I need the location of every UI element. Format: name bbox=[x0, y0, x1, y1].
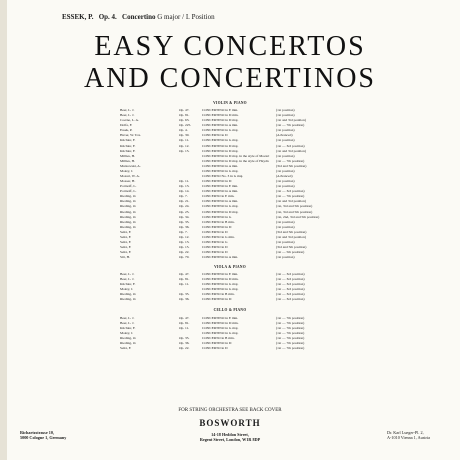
catalog-opus: Op. 7. bbox=[179, 194, 188, 199]
catalog-composer: Küchler, F. bbox=[120, 282, 136, 287]
catalog-position: (1st position) bbox=[276, 113, 295, 118]
catalog-position: (1st — 3rd position) bbox=[276, 277, 305, 282]
header-composer: ESSEK, P. bbox=[62, 13, 94, 21]
catalog-opus: Op. 14. bbox=[179, 189, 190, 194]
catalog-work: CONCERTO in B min. bbox=[202, 219, 235, 224]
catalog-row bbox=[120, 297, 370, 302]
catalog-composer: Mosser, H. bbox=[120, 179, 136, 184]
catalog-position: (1st — 3rd position) bbox=[276, 287, 305, 292]
catalog-position: (1st — 7th position) bbox=[276, 194, 305, 199]
catalog-composer: Rieding, O. bbox=[120, 341, 137, 346]
publisher-name: BOSWORTH bbox=[199, 418, 261, 428]
violin-catalog-list bbox=[120, 108, 370, 260]
catalog-work: CONCERTINO in D bbox=[202, 224, 232, 229]
catalog-opus: Op. 7. bbox=[179, 229, 188, 234]
catalog-composer: Mokry, J. bbox=[120, 168, 134, 173]
catalog-composer: Seitz, F. bbox=[120, 245, 132, 250]
catalog-composer: Beer, L. J. bbox=[120, 113, 135, 118]
catalog-composer: Rieding, O. bbox=[120, 194, 137, 199]
catalog-work: CONCERTINO in D maj. bbox=[202, 143, 239, 148]
catalog-composer: Sitt, H. bbox=[120, 255, 131, 260]
catalog-position: (1st position) bbox=[276, 184, 295, 189]
catalog-work: CONCERTINO in D bbox=[202, 297, 232, 302]
catalog-opus: Op. 25. bbox=[179, 209, 190, 214]
catalog-position: (1st and 3rd position) bbox=[276, 199, 307, 204]
catalog-work: CONCERTINO in A min. bbox=[202, 123, 239, 128]
catalog-composer: Rieding, O. bbox=[120, 214, 137, 219]
catalog-work: CONCERTINO in A min. bbox=[202, 255, 239, 260]
catalog-position: (1st — 7th position) bbox=[276, 331, 305, 336]
catalog-work: CONCERTO in G bbox=[202, 240, 228, 245]
catalog-position: (1st — 3rd position) bbox=[276, 143, 305, 148]
catalog-opus: Op. 81. bbox=[179, 277, 190, 282]
catalog-position: (1st and 3rd position) bbox=[276, 148, 307, 153]
catalog-opus: Op. 12. bbox=[179, 234, 190, 239]
catalog-composer: Beer, L. J. bbox=[120, 277, 135, 282]
section-heading-viola: VIOLA & PIANO bbox=[214, 265, 246, 269]
catalog-position: (1st position) bbox=[276, 219, 295, 224]
catalog-composer: Beer, L. J. bbox=[120, 321, 135, 326]
catalog-work: CONCERTINO in D maj. bbox=[202, 209, 239, 214]
catalog-composer: Beer, L. J. bbox=[120, 108, 135, 112]
section-heading-cello: CELLO & PIANO bbox=[213, 308, 247, 312]
catalog-work: CONCERTO in D bbox=[202, 245, 228, 250]
catalog-work: CONCERTINO in E min. bbox=[202, 108, 239, 112]
catalog-work: CONCERTINO in G bbox=[202, 214, 232, 219]
catalog-composer: Rieding, O. bbox=[120, 204, 137, 209]
catalog-composer: Rieding, O. bbox=[120, 292, 137, 297]
catalog-position: (1st — 7th position) bbox=[276, 326, 305, 331]
catalog-position: (1st position) bbox=[276, 128, 295, 133]
catalog-work: CONCERTINO in E min. bbox=[202, 316, 239, 320]
catalog-position: (1st — 7th position) bbox=[276, 158, 305, 163]
address-london-line2: Regent Street, London, W1R 8DP bbox=[199, 437, 261, 442]
catalog-opus: Op. 47. bbox=[179, 316, 190, 320]
catalog-opus: Op. 35. bbox=[179, 219, 190, 224]
catalog-work: CONCERTO in D bbox=[202, 346, 228, 351]
address-cologne-line1: Richartzstrasse 10, bbox=[20, 430, 54, 435]
catalog-opus: Op. 47. bbox=[179, 108, 190, 112]
catalog-composer: Küchler, F. bbox=[120, 148, 136, 153]
catalog-opus: Op. 36. bbox=[179, 297, 190, 302]
catalog-composer: Rieding, O. bbox=[120, 224, 137, 229]
catalog-position: (1st — 5th position) bbox=[276, 250, 305, 255]
catalog-work: CONCERTINO in G maj. bbox=[202, 204, 239, 209]
catalog-composer: Portnoff, L. bbox=[120, 184, 137, 189]
catalog-position: (1st position) bbox=[276, 179, 295, 184]
catalog-position: (1st — 3rd position) bbox=[276, 189, 305, 194]
catalog-opus: Op. 21. bbox=[179, 199, 190, 204]
catalog-position: (1st — 3rd position) bbox=[276, 297, 305, 302]
catalog-position: (1st — 3rd position) bbox=[276, 292, 305, 297]
catalog-opus: Op. 22. bbox=[179, 250, 190, 255]
catalog-composer: Haver, W. Tox. bbox=[120, 133, 142, 138]
address-vienna-line1: Dr. Karl Lueger-Pl. 2, bbox=[387, 430, 424, 435]
catalog-position: (1st and 3rd position) bbox=[276, 118, 307, 123]
catalog-opus: Op. 22. bbox=[179, 346, 190, 351]
catalog-position: (1st — 3rd position) bbox=[276, 282, 305, 287]
catalog-work: CONCERTINO in D maj. bbox=[202, 118, 239, 123]
catalog-opus: Op. 11. bbox=[179, 326, 190, 331]
catalog-work: CONCERTO No. 3 in G maj. bbox=[202, 174, 244, 179]
catalog-opus: Op. 13. bbox=[179, 240, 190, 245]
catalog-work: CONCERTINO in A min. bbox=[202, 199, 239, 204]
catalog-position: (3rd and 5th position) bbox=[276, 163, 307, 168]
catalog-composer: Coerne, L. A. bbox=[120, 118, 139, 123]
catalog-composer: Seitz, F. bbox=[120, 229, 132, 234]
catalog-work: CONCERTINO in D bbox=[202, 179, 232, 184]
catalog-work: CONCERTINO in D bbox=[202, 341, 232, 346]
catalog-work: CONCERTO in D bbox=[202, 133, 228, 138]
catalog-opus: Op. 11. bbox=[179, 179, 190, 184]
catalog-work: CONCERTINO in D min. bbox=[202, 113, 239, 118]
catalog-opus: Op. 35. bbox=[179, 292, 190, 297]
work-header bbox=[62, 13, 215, 21]
orchestra-note: FOR STRING ORCHESTRA SEE BACK COVER bbox=[178, 408, 282, 413]
catalog-opus: Op. 12. bbox=[179, 143, 190, 148]
catalog-position: (1st position) bbox=[276, 153, 295, 158]
catalog-opus: Op. 11. bbox=[179, 282, 190, 287]
catalog-opus: Op. 225. bbox=[179, 123, 192, 128]
catalog-opus: Op. 35. bbox=[179, 336, 190, 341]
catalog-composer: Portnoff, L. bbox=[120, 189, 137, 194]
catalog-composer: Seitz, F. bbox=[120, 346, 132, 351]
catalog-composer: Seitz, F. bbox=[120, 234, 132, 239]
catalog-work: CONCERTO in D bbox=[202, 250, 228, 255]
catalog-position: (1st position) bbox=[276, 224, 295, 229]
catalog-composer: Mokry, J. bbox=[120, 331, 134, 336]
catalog-work: CONCERTO in D bbox=[202, 229, 228, 234]
address-vienna-line2: A-1010 Vienna 1, Austria bbox=[387, 435, 430, 440]
catalog-position: (1st — 3rd position) bbox=[276, 272, 305, 276]
catalog-composer: Rieding, O. bbox=[120, 297, 137, 302]
catalog-position: (1st position) bbox=[276, 240, 295, 245]
catalog-opus: Op. 15. bbox=[179, 245, 190, 250]
catalog-position: (1st position) bbox=[276, 255, 295, 260]
address-cologne-line2: 5000 Cologne 1, Germany bbox=[20, 435, 67, 440]
catalog-opus: Op. 36. bbox=[179, 224, 190, 229]
catalog-composer: Mokry, J. bbox=[120, 287, 134, 292]
catalog-work: CONCERTINO in D maj. in the style of Mozart bbox=[202, 153, 270, 158]
catalog-work: CONCERTO in G min. bbox=[202, 234, 235, 239]
catalog-position: (Advanced) bbox=[276, 174, 293, 179]
catalog-work: CONCERTINO in D min. bbox=[202, 277, 239, 282]
catalog-work: CONCERTINO in D min. bbox=[202, 321, 239, 326]
catalog-position: (1st — 7th position) bbox=[276, 316, 305, 320]
header-work: Concertino bbox=[122, 13, 156, 21]
catalog-position: (1st and 3rd position) bbox=[276, 234, 307, 239]
catalog-composer: Millies, H. bbox=[120, 158, 136, 163]
catalog-position: (3rd and 5th position) bbox=[276, 229, 307, 234]
catalog-work: CONCERTINO in G maj. bbox=[202, 138, 239, 143]
catalog-opus: Op. 36. bbox=[179, 341, 190, 346]
catalog-composer: Rieding, O. bbox=[120, 219, 137, 224]
catalog-position: (1st position) bbox=[276, 168, 295, 173]
catalog-work: CONCERTO in B min. bbox=[202, 336, 235, 341]
catalog-composer: Millies, H. bbox=[120, 153, 136, 158]
catalog-row bbox=[120, 255, 370, 260]
catalog-composer: Seitz, F. bbox=[120, 250, 132, 255]
catalog-composer: Mozart, W. A. bbox=[120, 174, 140, 179]
catalog-opus: Op. 30. bbox=[179, 133, 190, 138]
catalog-composer: Beer, L. J. bbox=[120, 272, 135, 276]
catalog-position: (1st, 3rd and 5th position) bbox=[276, 204, 313, 209]
catalog-opus: Op. 24. bbox=[179, 204, 190, 209]
catalog-position: (1st — 7th position) bbox=[276, 336, 305, 341]
catalog-composer: Rieding, O. bbox=[120, 336, 137, 341]
catalog-position: (3rd and 5th position) bbox=[276, 245, 307, 250]
page-title-line2: AND CONCERTINOS bbox=[84, 63, 376, 94]
catalog-work: CONCERTINO in D maj. bbox=[202, 148, 239, 153]
catalog-opus: Op. 70. bbox=[179, 255, 190, 260]
header-details: G major / I. Position bbox=[157, 13, 215, 21]
catalog-row bbox=[120, 346, 370, 351]
catalog-work: CONCERTINO in G maj. bbox=[202, 128, 239, 133]
catalog-opus: Op. 47. bbox=[179, 272, 190, 276]
catalog-work: CONCERTO in E min. bbox=[202, 194, 235, 199]
catalog-position: (1st — 7th position) bbox=[276, 341, 305, 346]
catalog-opus: Op. 81. bbox=[179, 113, 190, 118]
catalog-position: (1st — 7th position) bbox=[276, 321, 305, 326]
catalog-composer: Beer, L. J. bbox=[120, 316, 135, 320]
catalog-work: CONCERTINO in G maj. bbox=[202, 168, 239, 173]
catalog-opus: Op. 4. bbox=[179, 128, 188, 133]
catalog-work: CONCERTINO in E min. bbox=[202, 184, 239, 189]
catalog-opus: Op. 13. bbox=[179, 184, 190, 189]
catalog-position: (1st — 7th position) bbox=[276, 346, 305, 351]
catalog-position: (1st, 3rd and 5th position) bbox=[276, 209, 313, 214]
catalog-composer: Küchler, F. bbox=[120, 326, 136, 331]
catalog-position: (Advanced) bbox=[276, 133, 293, 138]
catalog-composer: Küchler, F. bbox=[120, 143, 136, 148]
catalog-work: CONCERTINO in G maj. bbox=[202, 282, 239, 287]
cello-catalog-list bbox=[120, 316, 370, 352]
section-heading-violin: VIOLIN & PIANO bbox=[213, 101, 247, 105]
catalog-work: CONCERTINO in D maj. in the style of Haydn bbox=[202, 158, 269, 163]
catalog-work: CONCERTINO in E min. bbox=[202, 272, 239, 276]
catalog-composer: Küchler, F. bbox=[120, 138, 136, 143]
catalog-opus: Op. 81. bbox=[179, 321, 190, 326]
header-opus: Op. 4. bbox=[98, 13, 117, 21]
catalog-composer: Dolfa, F. bbox=[120, 123, 133, 128]
catalog-composer: Mutzowski, A. bbox=[120, 163, 141, 168]
address-london-line1: 14-18 Heddon Street, bbox=[211, 432, 249, 437]
catalog-opus: Op. 11. bbox=[179, 138, 190, 143]
catalog-opus: Op. 34. bbox=[179, 214, 190, 219]
page-title-line1: EASY CONCERTOS bbox=[94, 31, 366, 62]
catalog-position: (1st — 7th position) bbox=[276, 123, 305, 128]
catalog-opus: Op. 63. bbox=[179, 118, 190, 123]
viola-catalog-list bbox=[120, 272, 370, 302]
catalog-position: (1st position) bbox=[276, 108, 295, 112]
catalog-composer: Seitz, F. bbox=[120, 240, 132, 245]
catalog-position: (1st position) bbox=[276, 138, 295, 143]
catalog-position: (1st, 2nd, 3rd and 5th position) bbox=[276, 214, 320, 219]
catalog-work: CONCERTINO in G maj. bbox=[202, 287, 239, 292]
catalog-work: CONCERTINO in G maj. bbox=[202, 331, 239, 336]
catalog-composer: Essek, P. bbox=[120, 128, 133, 133]
catalog-opus: Op. 15. bbox=[179, 148, 190, 153]
catalog-composer: Rieding, O. bbox=[120, 199, 137, 204]
catalog-work: CONCERTO in B min. bbox=[202, 292, 235, 297]
catalog-composer: Rieding, O. bbox=[120, 209, 137, 214]
catalog-work: CONCERTINO in A min. bbox=[202, 163, 239, 168]
catalog-work: CONCERTINO in G maj. bbox=[202, 326, 239, 331]
catalog-work: CONCERTINO in A min. bbox=[202, 189, 239, 194]
address-vienna bbox=[387, 430, 430, 440]
